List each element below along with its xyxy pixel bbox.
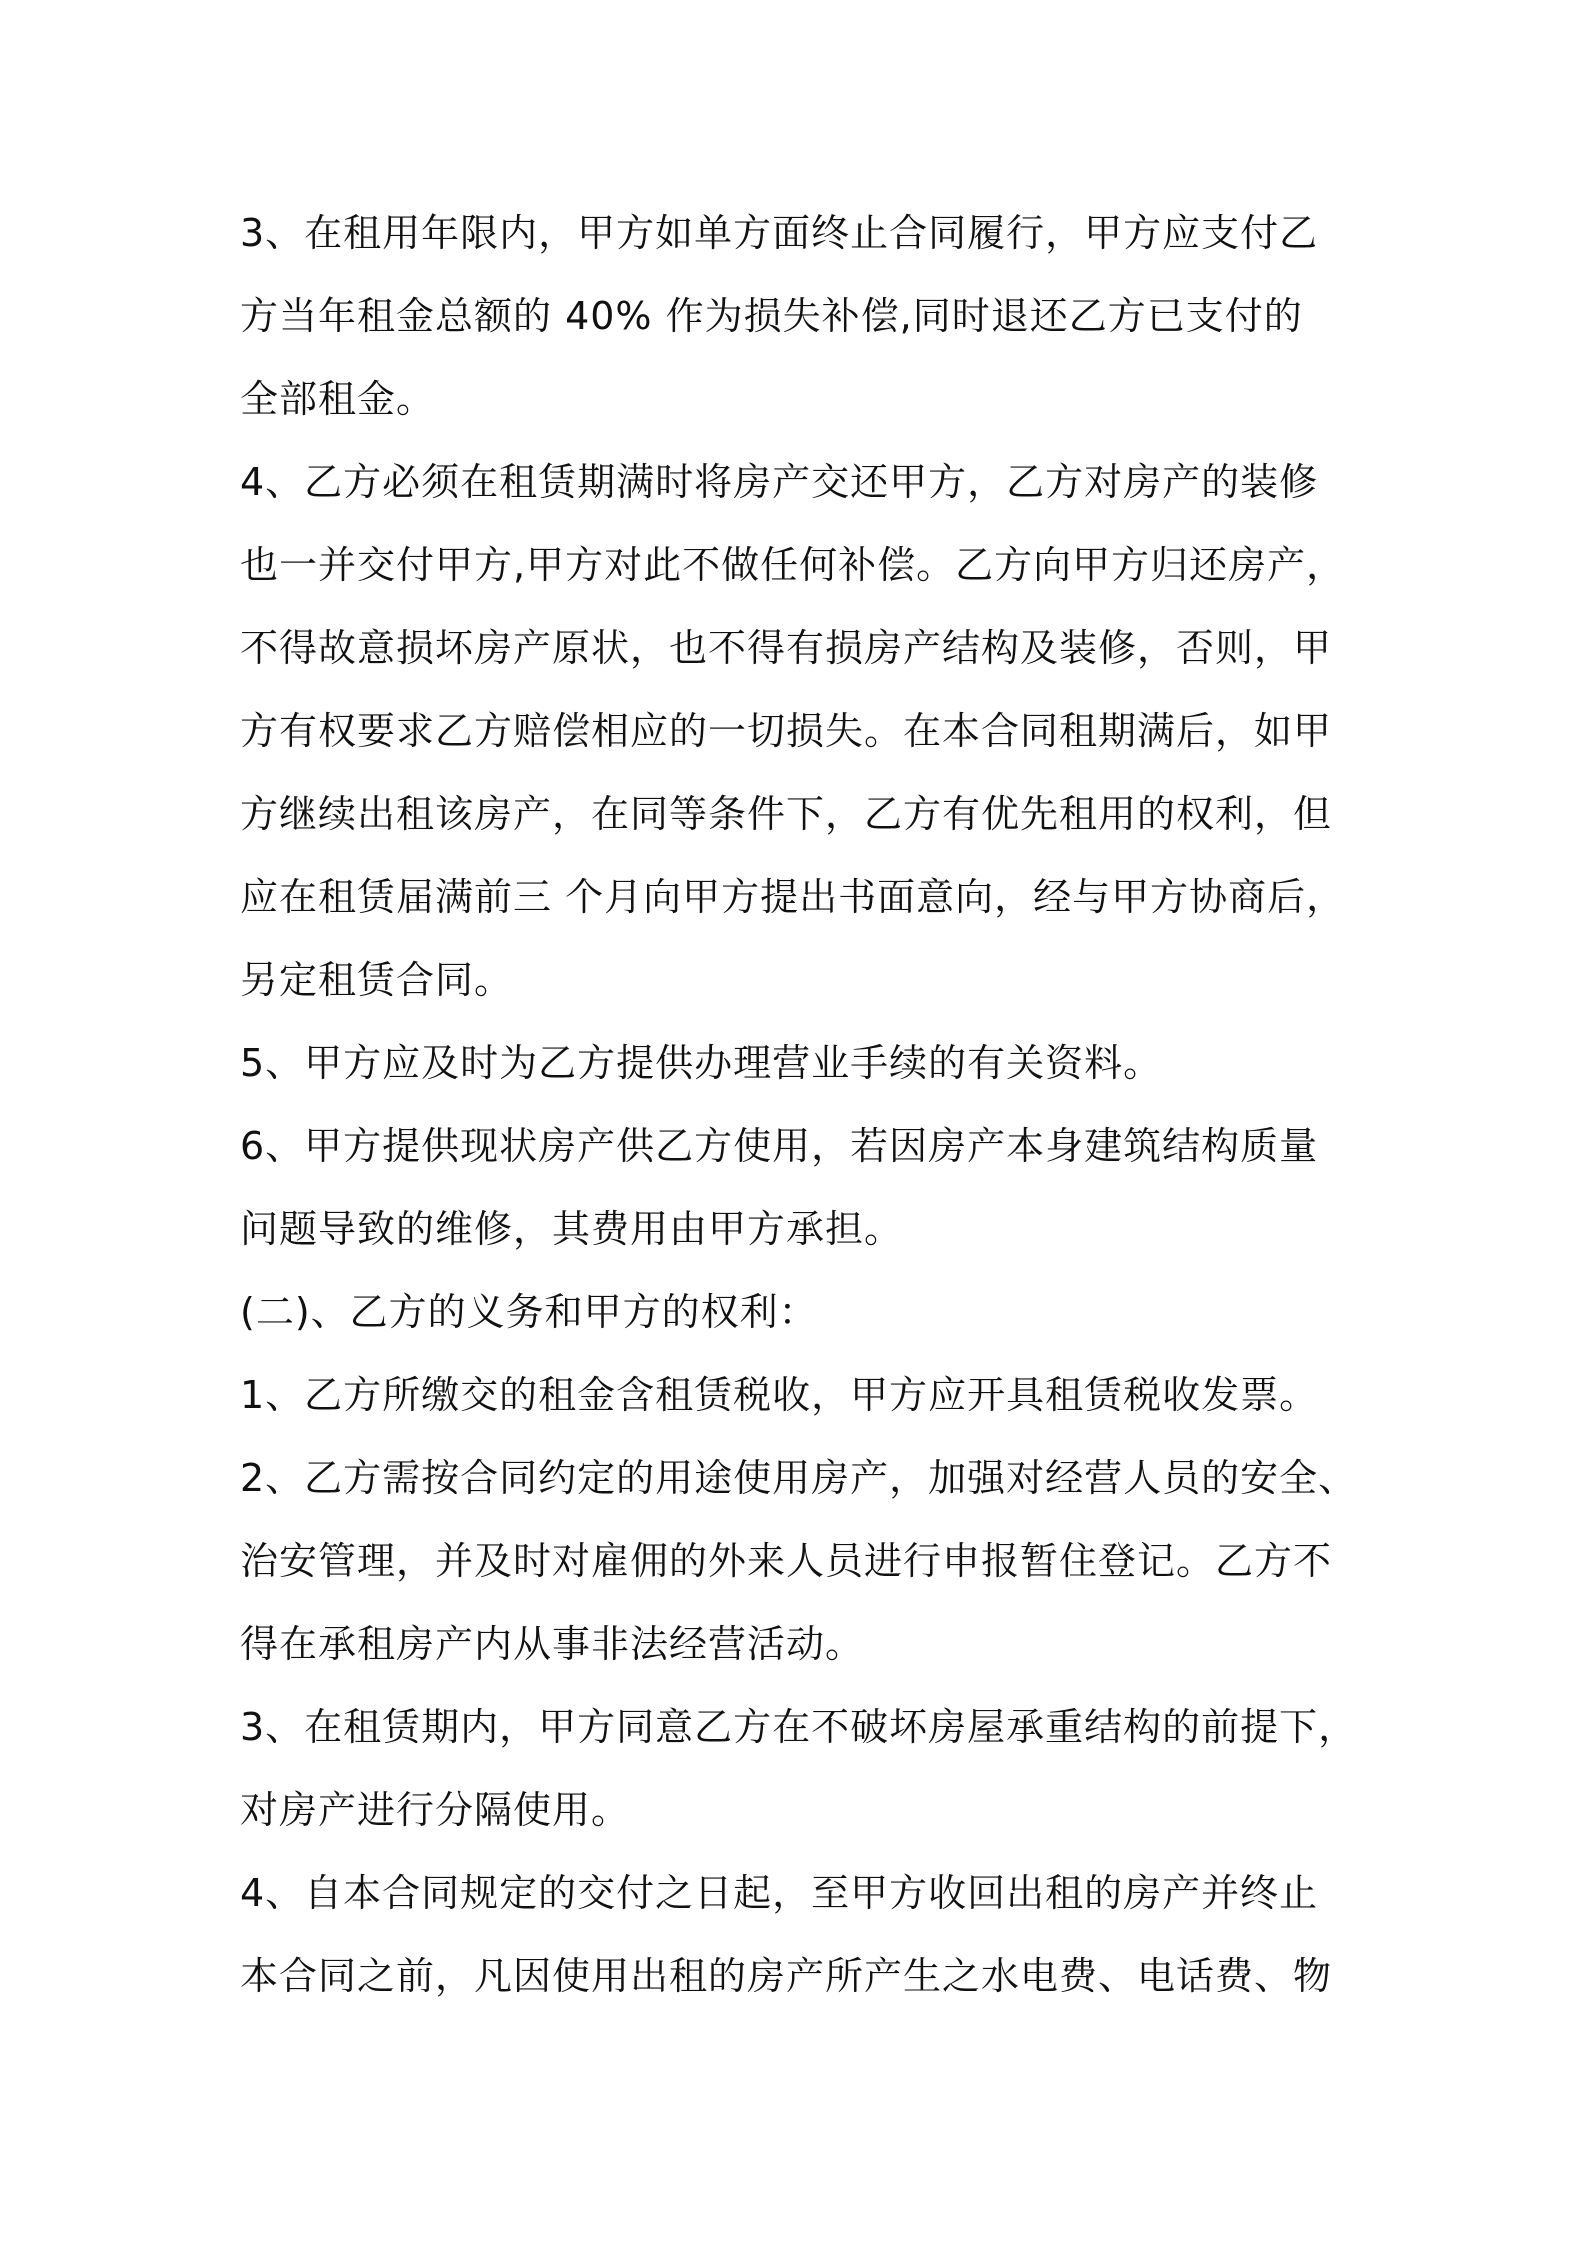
text-line: 4、乙方必须在租赁期满时将房产交还甲方，乙方对房产的装修 [240,460,1319,504]
text-line: 也一并交付甲方,甲方对此不做任何补偿。乙方向甲方归还房产， [240,543,1346,587]
text-line: 2、乙方需按合同约定的用途使用房产，加强对经营人员的安全、 [240,1456,1358,1500]
text-line: 1、乙方所缴交的租金含租赁税收，甲方应开具租赁税收发票。 [240,1373,1319,1417]
text-line: 对房产进行分隔使用。 [240,1788,631,1832]
text-line: 5、甲方应及时为乙方提供办理营业手续的有关资料。 [240,1041,1163,1085]
text-line: 不得故意损坏房产原状，也不得有损房产结构及装修，否则，甲 [240,626,1333,670]
text-line: 另定租赁合同。 [240,958,514,1002]
text-line: 方继续出租该房产，在同等条件下，乙方有优先租用的权利，但 [240,792,1333,836]
text-line: 得在承租房产内从事非法经营活动。 [240,1622,865,1666]
text-line: 方当年租金总额的 40% 作为损失补偿,同时退还乙方已支付的 [240,294,1303,338]
text-line: 全部租金。 [240,377,436,421]
text-line: 4、自本合同规定的交付之日起，至甲方收回出租的房产并终止 [240,1871,1319,1915]
document-body [240,192,1370,2018]
text-line: 3、在租用年限内，甲方如单方面终止合同履行，甲方应支付乙 [240,211,1319,255]
text-line: 问题导致的维修，其费用由甲方承担。 [240,1207,904,1251]
text-line: 3、在租赁期内，甲方同意乙方在不破坏房屋承重结构的前提下， [240,1705,1358,1749]
section-heading: (二)、乙方的义务和甲方的权利： [240,1290,818,1334]
text-line: 治安管理，并及时对雇佣的外来人员进行申报暂住登记。乙方不 [240,1539,1333,1583]
text-line: 6、甲方提供现状房产供乙方使用，若因房产本身建筑结构质量 [240,1124,1319,1168]
text-line: 本合同之前，凡因使用出租的房产所产生之水电费、电话费、物 [240,1954,1333,1998]
text-line: 方有权要求乙方赔偿相应的一切损失。在本合同租期满后，如甲 [240,709,1333,753]
text-line: 应在租赁届满前三 个月向甲方提出书面意向，经与甲方协商后， [240,875,1346,919]
